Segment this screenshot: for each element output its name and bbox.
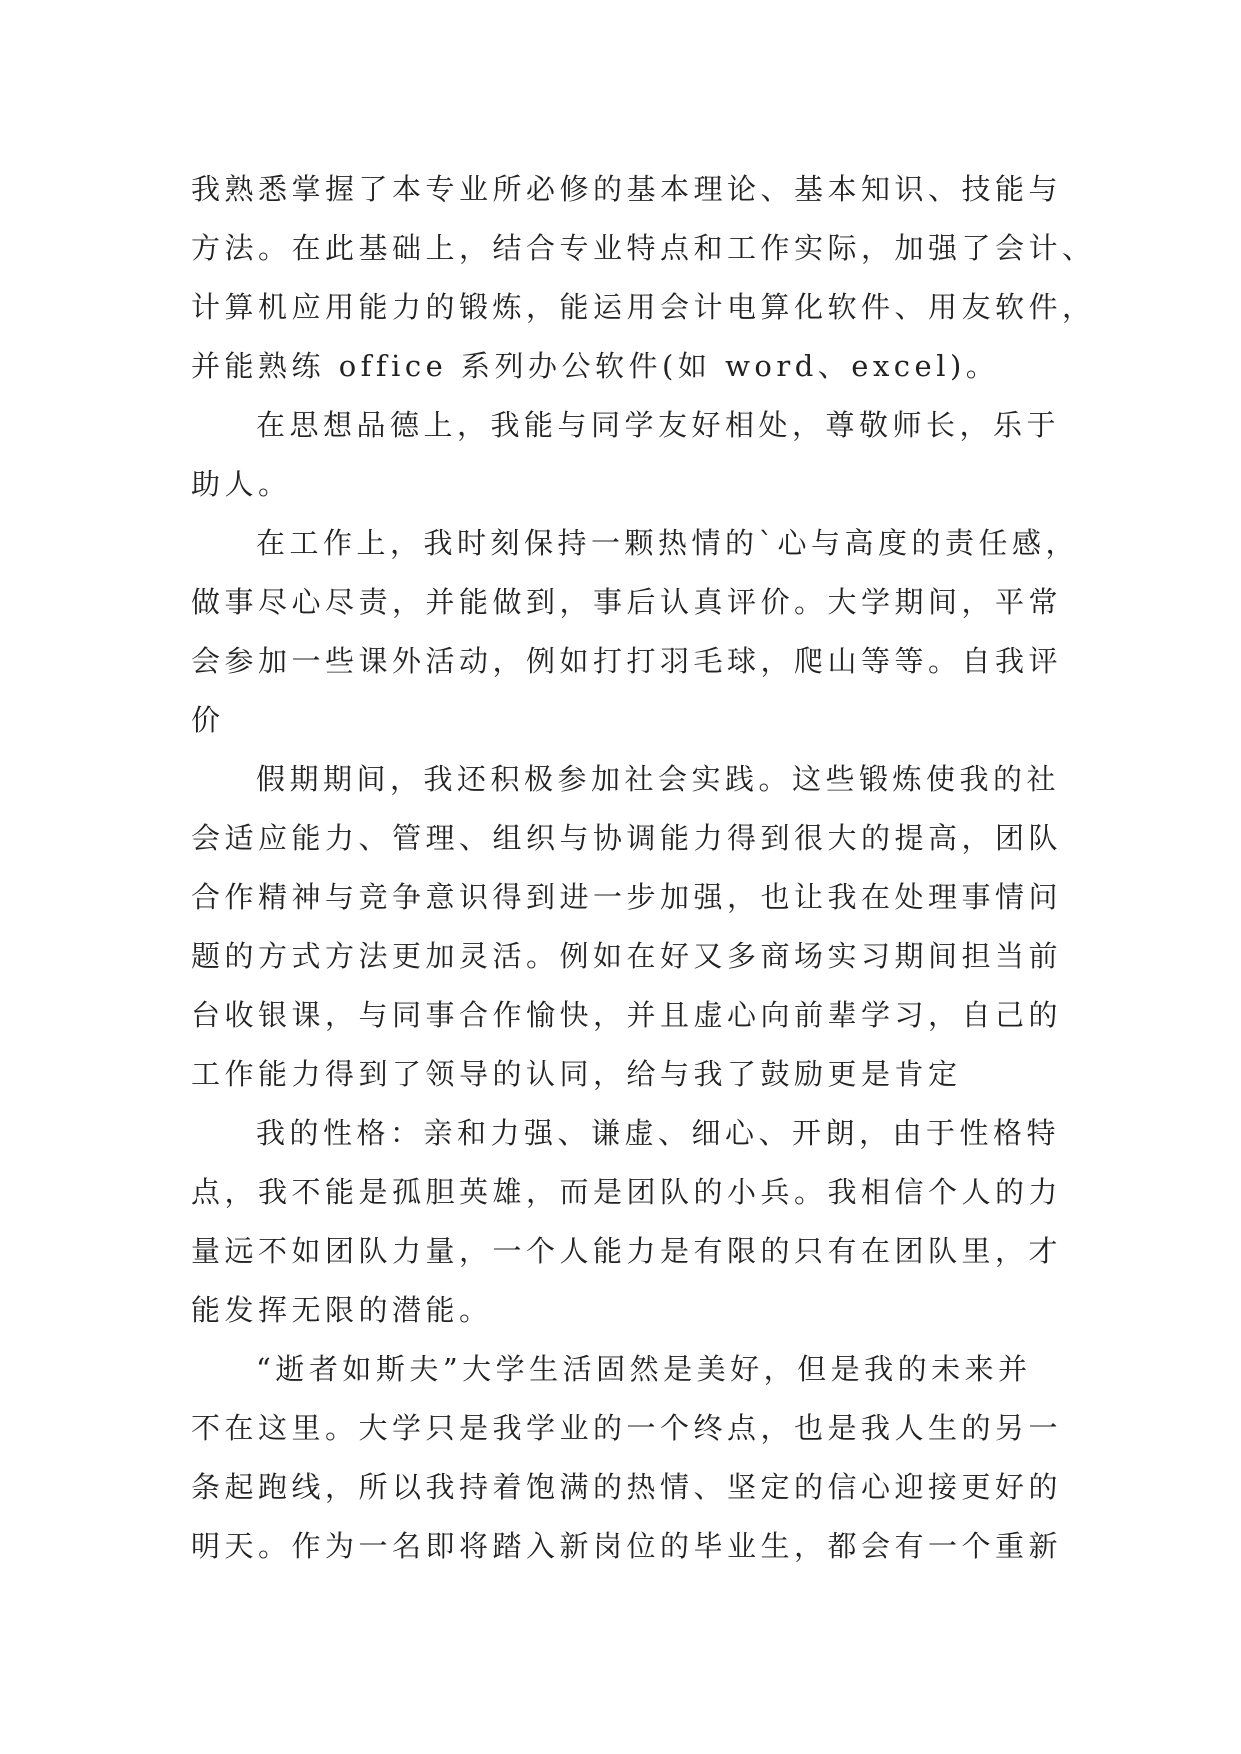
- text-line: 我熟悉掌握了本专业所必修的基本理论、基本知识、技能与: [191, 172, 1063, 206]
- document-page: [191, 160, 1096, 1576]
- text-line: 不在这里。大学只是我学业的一个终点，也是我人生的另一: [191, 1411, 1063, 1445]
- text-line: 工作能力得到了领导的认同，给与我了鼓励更是肯定: [191, 1057, 962, 1091]
- text-line: 量远不如团队力量，一个人能力是有限的只有在团队里，才: [191, 1234, 1063, 1268]
- text-line: 题的方式方法更加灵活。例如在好又多商场实习期间担当前: [191, 939, 1063, 973]
- text-line: 计算机应用能力的锻炼，能运用会计电算化软件、用友软件，: [191, 290, 1096, 324]
- text-line: 能发挥无限的潜能。: [191, 1293, 493, 1327]
- text-line: 在工作上，我时刻保持一颗热情的`心与高度的责任感，: [256, 526, 1080, 560]
- text-line: 会适应能力、管理、组织与协调能力得到很大的提高，团队: [191, 821, 1063, 855]
- text-line: 条起跑线，所以我持着饱满的热情、坚定的信心迎接更好的: [191, 1470, 1063, 1504]
- text-line: 合作精神与竞争意识得到进一步加强，也让我在处理事情问: [191, 880, 1063, 914]
- text-line: 方法。在此基础上，结合专业特点和工作实际，加强了会计、: [191, 231, 1096, 265]
- text-line: 会参加一些课外活动，例如打打羽毛球，爬山等等。自我评: [191, 644, 1063, 678]
- text-line: 在思想品德上，我能与同学友好相处，尊敬师长，乐于: [256, 408, 1061, 442]
- text-line: 假期期间，我还积极参加社会实践。这些锻炼使我的社: [256, 762, 1061, 796]
- text-line: 明天。作为一名即将踏入新岗位的毕业生，都会有一个重新: [191, 1529, 1063, 1563]
- text-line: 做事尽心尽责，并能做到，事后认真评价。大学期间，平常: [191, 585, 1063, 619]
- text-line: 并能熟练 office 系列办公软件(如 word、excel)。: [191, 349, 1000, 383]
- text-line: 我的性格：亲和力强、谦虚、细心、开朗，由于性格特: [256, 1116, 1061, 1150]
- text-line: 价: [191, 703, 225, 737]
- text-line: “逝者如斯夫”大学生活固然是美好，但是我的未来并: [256, 1352, 1032, 1386]
- text-line: 台收银课，与同事合作愉快，并且虚心向前辈学习，自己的: [191, 998, 1063, 1032]
- text-line: 助人。: [191, 467, 292, 501]
- text-line: 点，我不能是孤胆英雄，而是团队的小兵。我相信个人的力: [191, 1175, 1063, 1209]
